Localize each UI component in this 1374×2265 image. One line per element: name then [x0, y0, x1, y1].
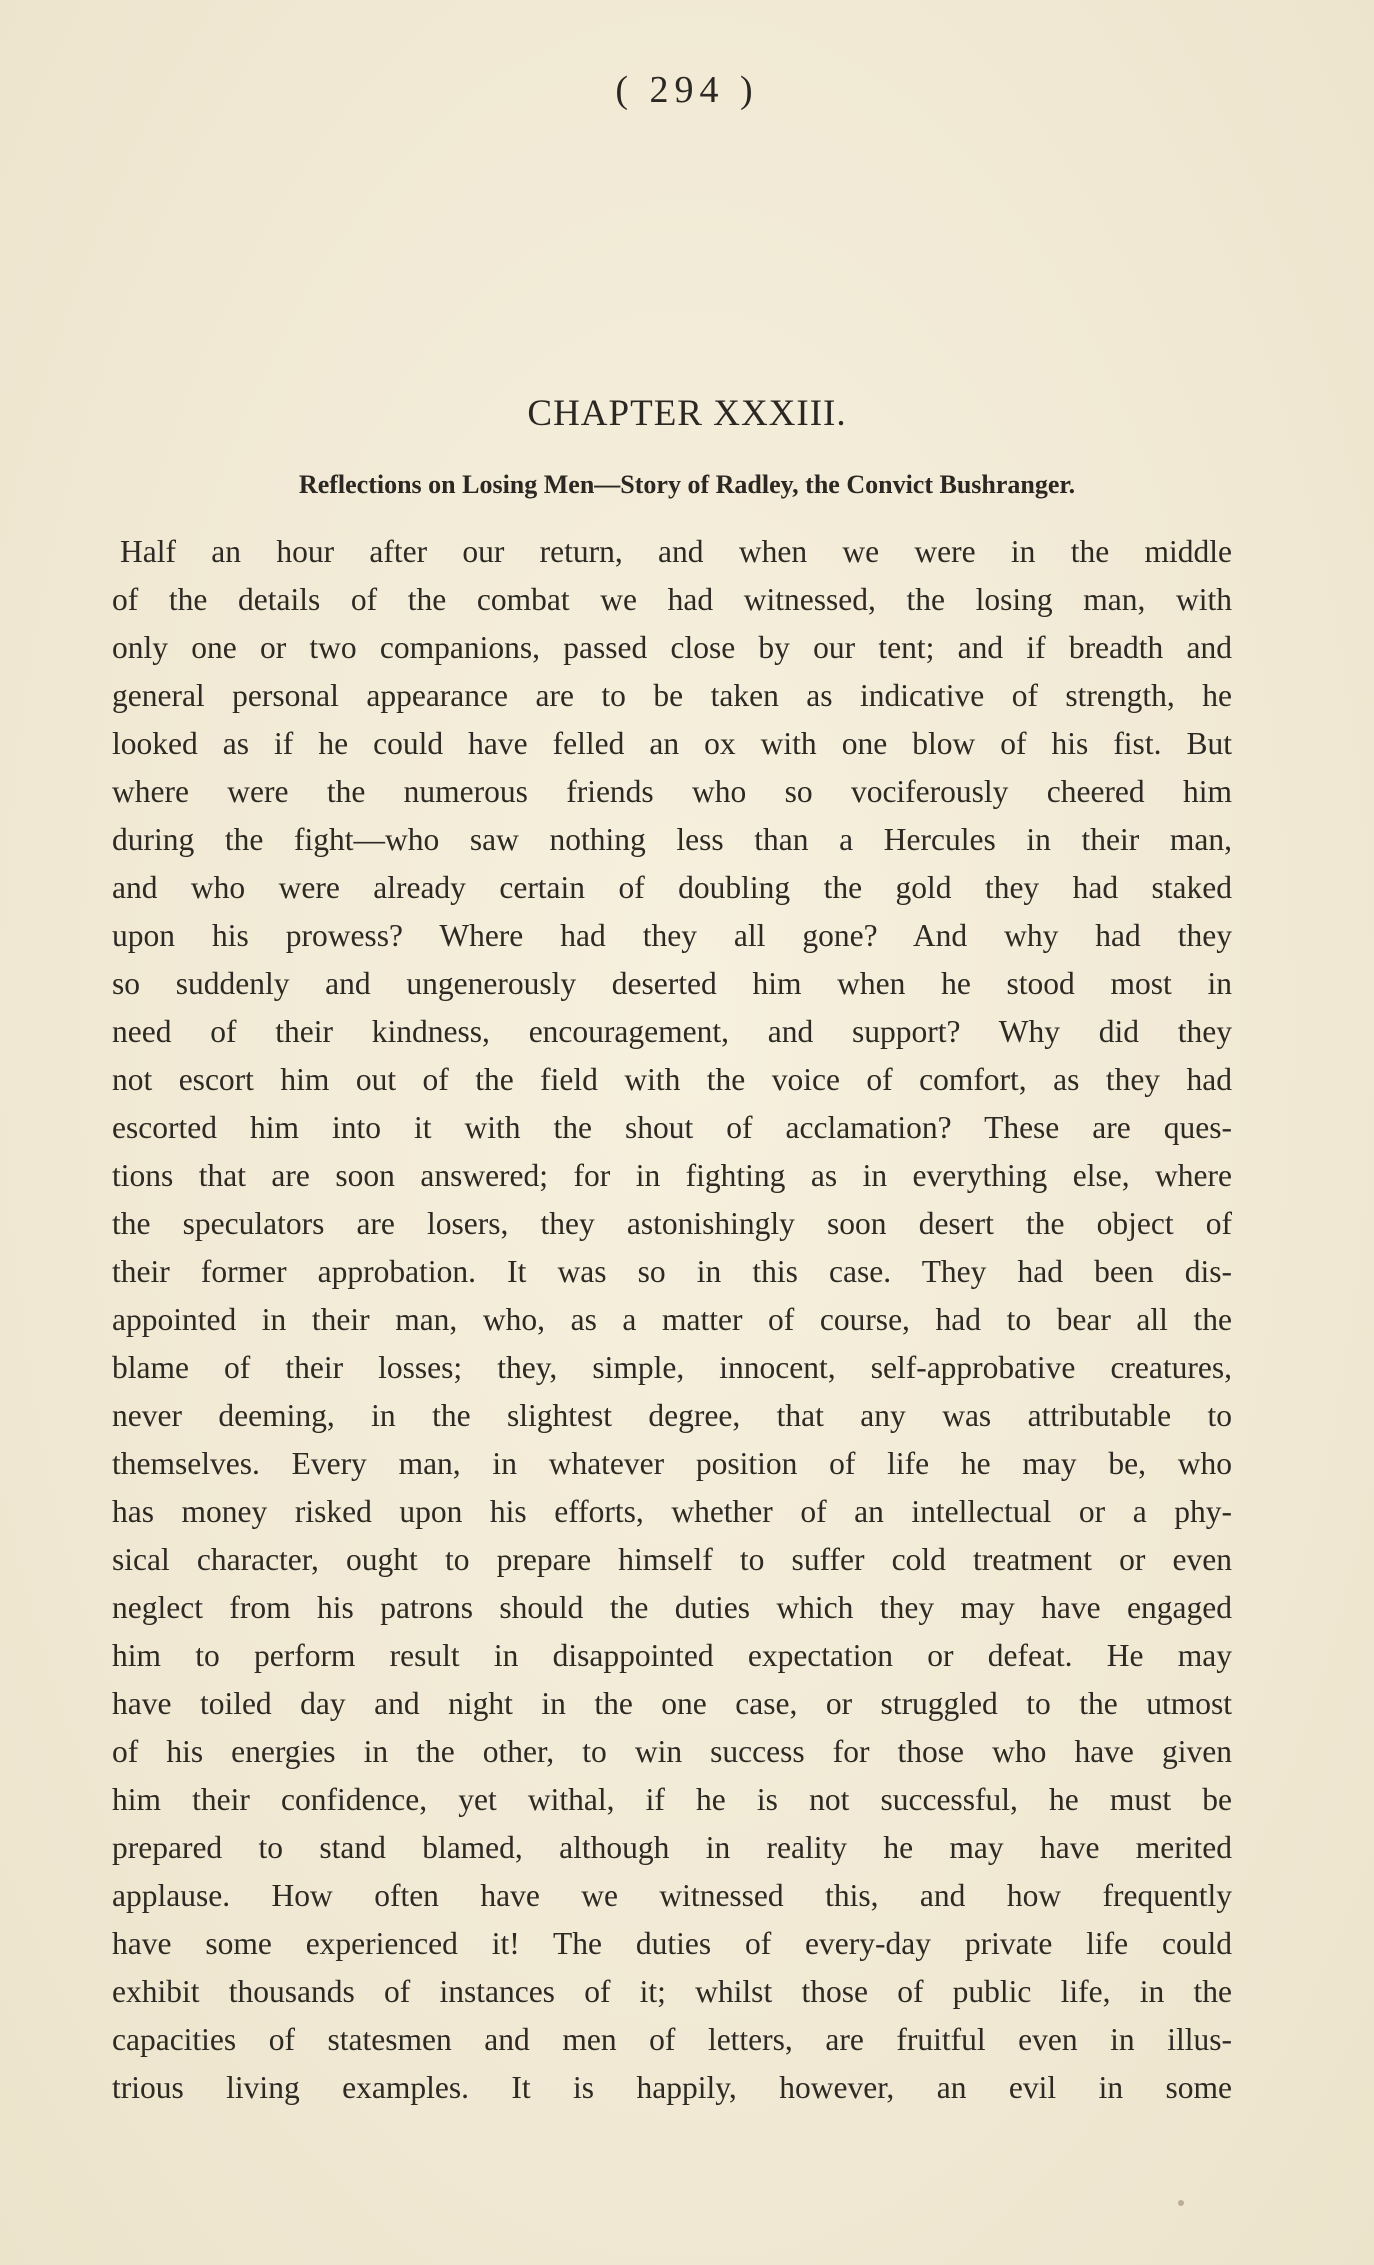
- text-line: need of their kindness, encouragement, and support? Why did they: [112, 1014, 1232, 1049]
- text-line: the speculators are losers, they astonishingly soon desert the object of: [112, 1206, 1232, 1241]
- text-line: of his energies in the other, to win success for those who have given: [112, 1734, 1232, 1769]
- body-text: [112, 528, 1232, 2112]
- text-line: trious living examples. It is happily, however, an evil in some: [112, 2070, 1232, 2105]
- text-line: him their confidence, yet withal, if he is not successful, he must be: [112, 1782, 1232, 1817]
- text-line: exhibit thousands of instances of it; whilst those of public life, in the: [112, 1974, 1232, 2009]
- text-line: has money risked upon his efforts, whether of an intellectual or a phy-: [112, 1494, 1232, 1529]
- text-line: so suddenly and ungenerously deserted him when he stood most in: [112, 966, 1232, 1001]
- text-line: have toiled day and night in the one case, or struggled to the utmost: [112, 1686, 1232, 1721]
- text-line: appointed in their man, who, as a matter of course, had to bear all the: [112, 1302, 1232, 1337]
- text-line: escorted him into it with the shout of acclamation? These are ques-: [112, 1110, 1232, 1145]
- text-line: their former approbation. It was so in this case. They had been dis-: [112, 1254, 1232, 1289]
- text-line: of the details of the combat we had witnessed, the losing man, with: [112, 582, 1232, 617]
- text-line: only one or two companions, passed close by our tent; and if breadth and: [112, 630, 1232, 665]
- text-line: and who were already certain of doubling the gold they had staked: [112, 870, 1232, 905]
- text-line: prepared to stand blamed, although in reality he may have merited: [112, 1830, 1232, 1865]
- page-number: ( 294 ): [615, 69, 759, 111]
- text-line: neglect from his patrons should the duties which they may have engaged: [112, 1590, 1232, 1625]
- text-line: not escort him out of the field with the voice of comfort, as they had: [112, 1062, 1232, 1097]
- text-line: Half an hour after our return, and when we were in the middle: [120, 534, 1232, 569]
- text-line: him to perform result in disappointed expectation or defeat. He may: [112, 1638, 1232, 1673]
- text-line: have some experienced it! The duties of every-day private life could: [112, 1926, 1232, 1961]
- text-line: sical character, ought to prepare himself to suffer cold treatment or even: [112, 1542, 1232, 1577]
- text-line: tions that are soon answered; for in fighting as in everything else, where: [112, 1158, 1232, 1193]
- text-line: upon his prowess? Where had they all gone? And why had they: [112, 918, 1232, 953]
- text-line: never deeming, in the slightest degree, that any was attributable to: [112, 1398, 1232, 1433]
- text-line: during the fight—who saw nothing less than a Hercules in their man,: [112, 822, 1232, 857]
- text-line: themselves. Every man, in whatever position of life he may be, who: [112, 1446, 1232, 1481]
- chapter-title: CHAPTER XXXIII.: [527, 393, 847, 434]
- text-line: applause. How often have we witnessed this, and how frequently: [112, 1878, 1232, 1913]
- text-line: general personal appearance are to be taken as indicative of strength, he: [112, 678, 1232, 713]
- text-line: looked as if he could have felled an ox with one blow of his fist. But: [112, 726, 1232, 761]
- chapter-subtitle: Reflections on Losing Men—Story of Radley, the Convict Bushranger.: [298, 470, 1076, 499]
- paper-speck: [1178, 2200, 1184, 2206]
- text-line: blame of their losses; they, simple, innocent, self-approbative creatures,: [112, 1350, 1232, 1385]
- text-line: capacities of statesmen and men of letters, are fruitful even in illus-: [112, 2022, 1232, 2057]
- text-line: where were the numerous friends who so vociferously cheered him: [112, 774, 1232, 809]
